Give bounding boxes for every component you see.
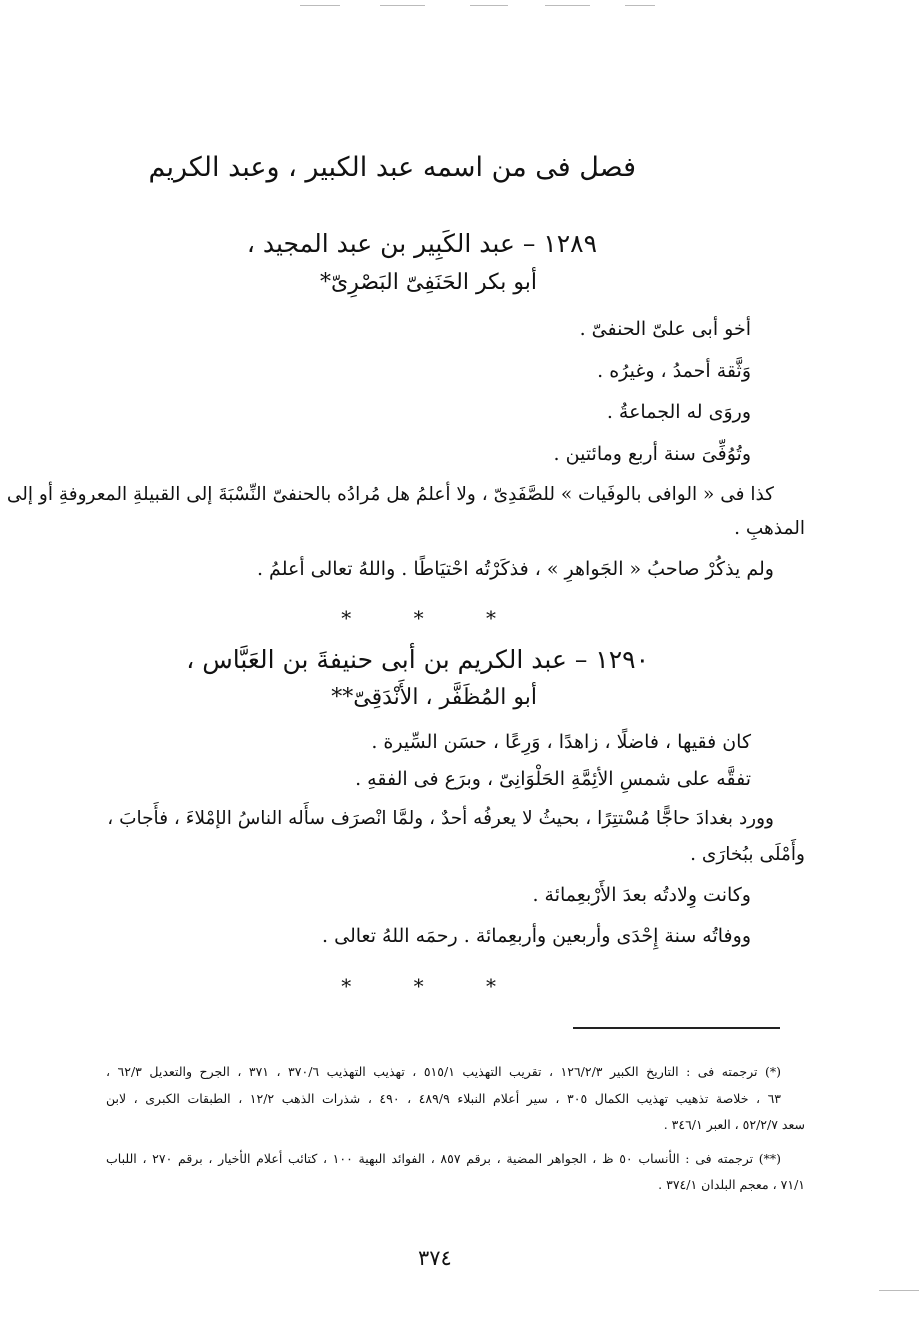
entry-1290-subheading: أبو المُظَفَّر ، الأَنْدَقِىّ** — [331, 685, 537, 710]
footnote-1-line: (*) ترجمته فى : التاريخ الكبير ١٢٦/٢/٣ ، تقريب التهذيب ٥١٥/١ ، تهذيب التهذيب ٣٧٠/٦ ، ٣٧١ ، الجرح والتعديل ٦٢/٣ ، — [106, 1064, 781, 1079]
footnote-1-line: سعد ٥٢/٢/٧ ، العبر ٣٤٦/١ . — [663, 1117, 805, 1132]
page-number: ٣٧٤ — [418, 1246, 452, 1270]
footnote-1-line: ٦٣ ، خلاصة تذهيب تهذيب الكمال ٣٠٥ ، سير أعلام النبلاء ٤٨٩/٩ ، ٤٩٠ ، شذرات الذهب ١٢/٢ ، الطبقات الكبرى ، لابن — [106, 1091, 782, 1106]
separator-stars: * * * — [341, 606, 524, 630]
entry-1289-line: أخو أبى علىّ الحنفىّ . — [579, 318, 751, 340]
entry-1290-line: ووفاتُه سنة إِحْدَى وأربعين وأربعِمائة . رحمَه اللهُ تعالى . — [322, 925, 751, 947]
entry-1289-line: وروَى له الجماعةُ . — [606, 401, 751, 423]
separator-stars: * * * — [341, 974, 524, 998]
entry-1289-heading: ١٢٨٩ – عبد الكَبِير بن عبد المجيد ، — [246, 229, 597, 258]
entry-1290-paragraph-line: وأَمْلَى ببُخارَى . — [690, 844, 805, 865]
entry-1289-paragraph-line: المذهبِ . — [734, 518, 805, 539]
entry-1290-heading: ١٢٩٠ – عبد الكريم بن أبى حنيفةَ بن العَبَّاس ، — [186, 645, 649, 674]
footnote-2-line: ٧١/١ ، معجم البلدان ٣٧٤/١ . — [658, 1177, 805, 1192]
entry-1290-line: وكانت وِلادتُه بعدَ الأَرْبعِمائة . — [532, 884, 751, 906]
footnote-2-line: (**) ترجمته فى : الأنساب ٥٠ ظ ، الجواهر المضية ، برقم ٨٥٧ ، الفوائد البهية ١٠٠ ، كتائب أعلام الأخيار ، برقم ٢٧٠ ، اللباب — [106, 1151, 782, 1166]
entry-1289-subheading: أبو بكر الحَنَفِىّ البَصْرِىّ* — [319, 270, 537, 295]
entry-1290-line: كان فقيها ، فاضلًا ، زاهدًا ، وَرِعًا ، حسَن السِّيرة . — [371, 731, 751, 753]
entry-1290-paragraph-line: وورد بغدادَ حاجًّا مُسْتتِرًا ، بحيثُ لا يعرفُه أحدٌ ، ولمَّا انْصرَف سأَله الناسُ الإمْلاءَ ، فأَجابَ ، — [107, 808, 774, 829]
entry-1290-line: تفقَّه على شمسِ الأئِمَّةِ الحَلْوَانِىّ ، وبرَع فى الفقهِ . — [355, 768, 751, 790]
entry-1289-line: وتُوُفِّىَ سنة أربع ومائتين . — [553, 443, 751, 465]
entry-1289-paragraph-line: كذا فى « الوافى بالوفَيات » للصَّفَدِىّ ، ولا أعلمُ هل مُرادُه بالحنفىّ النِّسْبَةَ إلى القبيلةِ المعروفةِ أو إلى — [6, 484, 774, 505]
section-title: فصل فى من اسمه عبد الكبير ، وعبد الكريم — [148, 152, 636, 183]
entry-1289-paragraph: ولم يذكُرْ صاحبُ « الجَواهرِ » ، فذكَرْتُه احْتيَاطًا . واللهُ تعالى أعلمُ . — [256, 558, 774, 580]
footnote-rule — [573, 1027, 780, 1029]
entry-1289-line: وَثَّقة أحمدُ ، وغيرُه . — [597, 360, 751, 382]
scan-margin-line — [879, 1290, 919, 1291]
